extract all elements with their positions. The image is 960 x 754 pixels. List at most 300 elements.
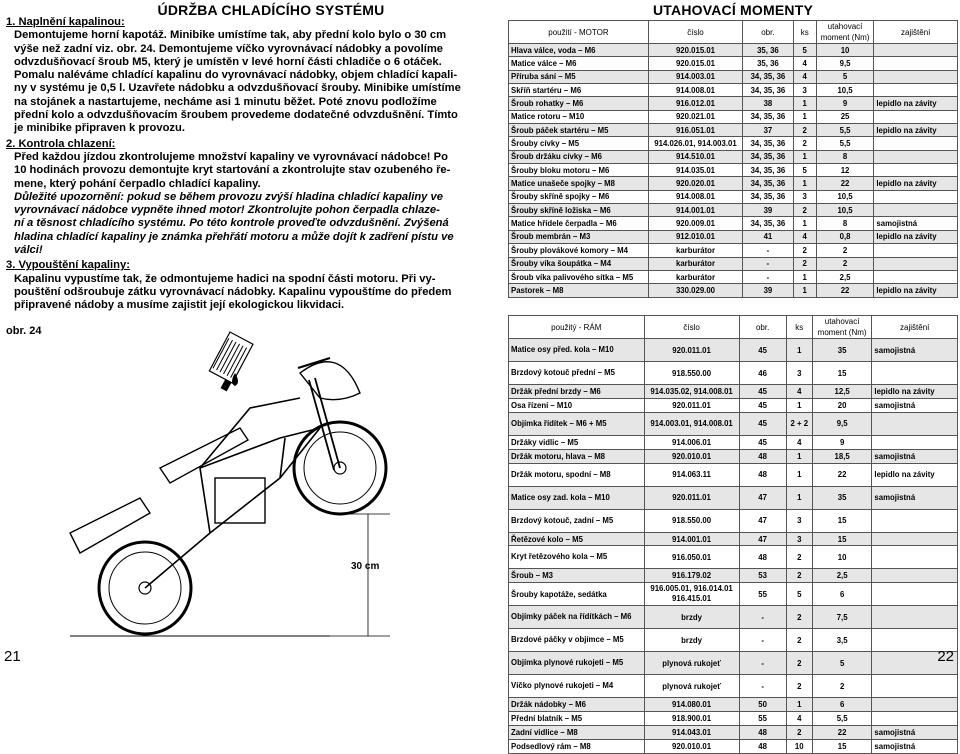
table-cell: - (739, 606, 786, 629)
table-cell: 35 (812, 339, 872, 362)
table-cell: Příruba sání – M5 (509, 70, 649, 83)
table-cell: 914.001.01 (644, 532, 739, 546)
text-line: válci! (14, 244, 43, 257)
table-cell: 914.043.01 (644, 726, 739, 740)
table-cell: Držák motoru, spodní – M8 (509, 463, 645, 486)
table-cell: 48 (739, 726, 786, 740)
table-cell: 920.010.01 (644, 449, 739, 463)
table-cell: 1 (793, 270, 816, 283)
table-cell: 46 (739, 362, 786, 385)
table-cell: Držáky vidlic – M5 (509, 435, 645, 449)
column-header: utahovací moment (Nm) (812, 316, 872, 339)
table-cell: 10,5 (816, 204, 874, 217)
table-cell: 10 (786, 740, 812, 754)
table-row (509, 546, 958, 569)
table-cell: 45 (739, 412, 786, 435)
table-cell: 920.011.01 (644, 486, 739, 509)
table-cell: 1 (786, 398, 812, 412)
table-cell: 6 (812, 583, 872, 606)
table-cell: karburátor (648, 244, 742, 257)
table-cell: 34, 35, 36 (743, 70, 794, 83)
table-cell: 12,5 (812, 385, 872, 399)
table-row (509, 398, 958, 412)
table-row (509, 606, 958, 629)
table-cell: 2 + 2 (786, 412, 812, 435)
column-header: ks (786, 316, 812, 339)
text-line: odvzdušňovací šroub M5, který je umístěn v levé horní části chladiče o 6 otáček. (14, 55, 442, 68)
table-cell: - (739, 629, 786, 652)
table-cell (872, 509, 958, 532)
table-cell: 2 (793, 124, 816, 137)
table-cell: 15 (812, 740, 872, 754)
table-cell: 2 (786, 652, 812, 675)
table-cell: 20 (812, 398, 872, 412)
table-cell: 2 (812, 675, 872, 698)
table-cell: 10,5 (816, 84, 874, 97)
table-cell: 920.020.01 (648, 177, 742, 190)
table-cell (872, 712, 958, 726)
table-row (509, 532, 958, 546)
column-header: použitý - RÁM (509, 316, 645, 339)
table-row (509, 270, 958, 283)
table-cell: 6 (812, 698, 872, 712)
table-row (509, 435, 958, 449)
left-page (6, 2, 476, 313)
table-cell: 1 (786, 698, 812, 712)
frame-torque-table (508, 315, 958, 754)
text-line: hladina chladící kapaliny je známka přehřátí motoru a může dojít k zadření pístu ve (14, 230, 454, 243)
table-cell: Kryt řetězového kola – M5 (509, 546, 645, 569)
table-cell: 45 (739, 435, 786, 449)
text-line: 10 hodinách provozu demontujte kryt startování a zkontrolujte stav ozubeného ře- (14, 164, 451, 177)
table-cell: 5 (812, 652, 872, 675)
table-cell (874, 204, 958, 217)
table-cell: 25 (816, 110, 874, 123)
table-cell: 1 (786, 339, 812, 362)
table-row (509, 726, 958, 740)
table-cell: 914.510.01 (648, 150, 742, 163)
table-cell: 3,5 (812, 629, 872, 652)
table-cell: samojistná (872, 740, 958, 754)
table-cell (872, 698, 958, 712)
table-cell (874, 110, 958, 123)
table-row (509, 412, 958, 435)
table-row (509, 385, 958, 399)
column-header: použití - MOTOR (509, 21, 649, 44)
text-line: Před každou jízdou zkontrolujeme množství kapaliny ve vyrovnávací nádobce! Po (14, 150, 448, 163)
table-row (509, 57, 958, 70)
table-cell: samojistná (872, 398, 958, 412)
table-row (509, 509, 958, 532)
table-cell: 914.035.01 (648, 164, 742, 177)
table-cell: 5 (793, 164, 816, 177)
table-cell: Šroub víka palivového sítka – M5 (509, 270, 649, 283)
table-row (509, 137, 958, 150)
table-cell: lepidlo na závity (874, 230, 958, 243)
table-cell: 914.001.01 (648, 204, 742, 217)
table-cell: 9 (816, 97, 874, 110)
table-cell: samojistná (874, 217, 958, 230)
motor-torque-table (508, 20, 958, 298)
table-cell: plynová rukojeť (644, 652, 739, 675)
table-cell: 5,5 (812, 712, 872, 726)
table-cell: Matice válce – M6 (509, 57, 649, 70)
table-cell: Matice osy před. kola – M10 (509, 339, 645, 362)
table-cell: lepidlo na závity (872, 463, 958, 486)
section-2-heading: 2. Kontrola chlazení: (6, 137, 116, 150)
table-cell: Šrouby skříně spojky – M6 (509, 190, 649, 203)
table-cell: Přední blatník – M5 (509, 712, 645, 726)
table-row (509, 204, 958, 217)
table-cell: 5,5 (816, 137, 874, 150)
table-cell: Držák nádobky – M6 (509, 698, 645, 712)
section-2-warning (6, 191, 476, 257)
table-cell: 15 (812, 362, 872, 385)
table-cell: 10,5 (816, 190, 874, 203)
table-cell: Šroub držáku cívky – M6 (509, 150, 649, 163)
table-cell: 34, 35, 36 (743, 217, 794, 230)
table-cell: 9 (812, 435, 872, 449)
table-cell: brzdy (644, 606, 739, 629)
table-cell: 914.026.01, 914.003.01 (648, 137, 742, 150)
table-cell: 1 (786, 463, 812, 486)
section-1-heading: 1. Naplnění kapalinou: (6, 16, 125, 28)
table-cell: 2 (786, 569, 812, 583)
table-row (509, 583, 958, 606)
table-row (509, 698, 958, 712)
table-cell: 34, 35, 36 (743, 177, 794, 190)
column-header: číslo (644, 316, 739, 339)
text-line: Důležité upozornění: pokud se během provozu zvýší hladina chladící kapaliny ve (14, 190, 443, 203)
table-cell: 48 (739, 546, 786, 569)
table-cell: 914.063.11 (644, 463, 739, 486)
table-cell: 920.015.01 (648, 57, 742, 70)
table-cell: 34, 35, 36 (743, 150, 794, 163)
table-cell: 45 (739, 385, 786, 399)
table-cell: lepidlo na závity (872, 385, 958, 399)
figure-label: obr. 24 (6, 325, 42, 337)
table-cell: 2 (786, 675, 812, 698)
table-cell: Brzdový kotouč, zadní – M5 (509, 509, 645, 532)
table-cell: Šroub – M3 (509, 569, 645, 583)
table-cell: 914.035.02, 914.008.01 (644, 385, 739, 399)
table-cell: samojistná (872, 339, 958, 362)
table-cell: 914.008.01 (648, 190, 742, 203)
table-cell: lepidlo na závity (874, 284, 958, 297)
page-number-left: 21 (4, 648, 21, 665)
table-cell: Matice unašeče spojky – M8 (509, 177, 649, 190)
text-line: Pomalu naléváme chladící kapalinu do vyrovnávací nádobky, objem chladící kapali- (14, 69, 458, 82)
table-row (509, 164, 958, 177)
table-cell: 5 (793, 44, 816, 57)
column-header: číslo (648, 21, 742, 44)
text-line: Kapalinu vypustíme tak, že odmontujeme hadici na spodní části motoru. Při vy- (14, 272, 436, 285)
table-cell: 914.003.01, 914.008.01 (644, 412, 739, 435)
table-cell: 3 (793, 190, 816, 203)
right-title: UTAHOVACÍ MOMENTY (653, 2, 813, 18)
table-cell: 914.008.01 (648, 84, 742, 97)
table-cell: 8 (816, 217, 874, 230)
table-cell: 918.550.00 (644, 362, 739, 385)
table-cell (874, 257, 958, 270)
column-header: zajištění (874, 21, 958, 44)
section-3-heading: 3. Vypouštění kapaliny: (6, 259, 130, 272)
table-cell: 7,5 (812, 606, 872, 629)
table-cell: Šroub páček startéru – M5 (509, 124, 649, 137)
table-cell: Víčko plynové rukojeti – M4 (509, 675, 645, 698)
table-cell: Matice osy zad. kola – M10 (509, 486, 645, 509)
table-cell: samojistná (872, 486, 958, 509)
table-cell: 47 (739, 509, 786, 532)
table-cell: 2 (793, 137, 816, 150)
table-cell (874, 137, 958, 150)
table-cell: Šrouby víka šoupátka – M4 (509, 257, 649, 270)
table-cell: Držák motoru, hlava – M8 (509, 449, 645, 463)
table-cell: karburátor (648, 270, 742, 283)
table-cell: 53 (739, 569, 786, 583)
table-cell: Matice rotoru – M10 (509, 110, 649, 123)
table-cell: 920.009.01 (648, 217, 742, 230)
column-header: utahovací moment (Nm) (816, 21, 874, 44)
table-cell: 3 (786, 532, 812, 546)
table-cell: Hlava válce, voda – M6 (509, 44, 649, 57)
table-cell: Skříň startéru – M6 (509, 84, 649, 97)
table-cell: 916.005.01, 916.014.01 916.415.01 (644, 583, 739, 606)
table-row (509, 463, 958, 486)
left-title: ÚDRŽBA CHLADÍCÍHO SYSTÉMU (157, 2, 385, 18)
table-cell: 4 (786, 435, 812, 449)
column-header: zajištění (872, 316, 958, 339)
table-cell (874, 270, 958, 283)
table-cell: 45 (739, 339, 786, 362)
table-row (509, 124, 958, 137)
table-row (509, 110, 958, 123)
section-2-text (6, 151, 476, 191)
table-cell: Pastorek – M8 (509, 284, 649, 297)
table-cell: 912.010.01 (648, 230, 742, 243)
text-line: na stojánek a nastartujeme, necháme asi 1 minutu běžet. Poté znovu podložíme (14, 95, 437, 108)
table-cell: Držák přední brzdy – M6 (509, 385, 645, 399)
table-cell (872, 675, 958, 698)
table-cell: 35, 36 (743, 57, 794, 70)
table-cell: 0,8 (816, 230, 874, 243)
table-row (509, 339, 958, 362)
table-cell: 48 (739, 449, 786, 463)
table-cell: Šrouby plovákové komory – M4 (509, 244, 649, 257)
table-cell: 2 (816, 244, 874, 257)
table-cell: - (739, 675, 786, 698)
table-cell: 4 (786, 385, 812, 399)
column-header: obr. (743, 21, 794, 44)
table-cell: Šroub membrán – M3 (509, 230, 649, 243)
table-cell (872, 569, 958, 583)
table-cell: 22 (816, 284, 874, 297)
table-row (509, 652, 958, 675)
table-cell: 920.011.01 (644, 339, 739, 362)
table-cell: 2,5 (812, 569, 872, 583)
table-cell: 914.080.01 (644, 698, 739, 712)
table-cell: 41 (743, 230, 794, 243)
table-cell: Zadní vidlice – M8 (509, 726, 645, 740)
table-cell (872, 546, 958, 569)
table-cell: 330.029.00 (648, 284, 742, 297)
table-cell: 916.051.01 (648, 124, 742, 137)
table-row (509, 257, 958, 270)
table-cell: 22 (816, 177, 874, 190)
table-cell: 2 (786, 546, 812, 569)
table-cell: Objímky páček na řídítkách – M6 (509, 606, 645, 629)
table-cell: Objímka řídítek – M6 + M5 (509, 412, 645, 435)
table-cell: 48 (739, 463, 786, 486)
section-1-text (6, 29, 476, 135)
text-line: Demontujeme horní kapotáž. Minibike umístíme tak, aby přední kolo bylo o 30 cm (14, 29, 447, 42)
table-cell: Matice hřídele čerpadla – M6 (509, 217, 649, 230)
table-row (509, 449, 958, 463)
table-cell: 1 (793, 97, 816, 110)
table-cell: 22 (812, 463, 872, 486)
section-3-text (6, 273, 476, 313)
table-cell: 15 (812, 532, 872, 546)
table-cell: - (739, 652, 786, 675)
table-cell: 1 (793, 110, 816, 123)
table-cell: brzdy (644, 629, 739, 652)
table-cell: 2 (793, 204, 816, 217)
left-body (6, 16, 476, 313)
table-cell (872, 435, 958, 449)
table-cell: 4 (793, 57, 816, 70)
table-cell: 34, 35, 36 (743, 137, 794, 150)
table-cell: 920.010.01 (644, 740, 739, 754)
table-cell (874, 150, 958, 163)
table-cell: 10 (812, 546, 872, 569)
table-row (509, 629, 958, 652)
coolant-bottle-icon (205, 332, 253, 392)
table-cell: 35, 36 (743, 44, 794, 57)
table-cell: 3 (793, 84, 816, 97)
table-cell: - (743, 257, 794, 270)
table-row (509, 70, 958, 83)
table-cell: Brzdový kotouč přední – M5 (509, 362, 645, 385)
table-cell: lepidlo na závity (874, 97, 958, 110)
table-cell: Šrouby kapotáže, sedátka (509, 583, 645, 606)
table-cell: 2 (816, 257, 874, 270)
table-cell: 2,5 (816, 270, 874, 283)
column-header: ks (793, 21, 816, 44)
table-cell: 18,5 (812, 449, 872, 463)
text-line: ny v systému je 0,5 l. Uzavřete nádobku a odvzdušňovací šrouby. Minibike umístíme (14, 82, 461, 95)
table-cell: 920.011.01 (644, 398, 739, 412)
table-cell: 34, 35, 36 (743, 190, 794, 203)
table-row (509, 230, 958, 243)
table-cell: 9,5 (816, 57, 874, 70)
table-cell: 45 (739, 398, 786, 412)
table-cell: 920.015.01 (648, 44, 742, 57)
table-cell: 38 (743, 97, 794, 110)
table-cell: 37 (743, 124, 794, 137)
table-cell: 55 (739, 583, 786, 606)
table-cell: 39 (743, 204, 794, 217)
table-cell: Šroub rohatky – M6 (509, 97, 649, 110)
text-line: je minibike připraven k provozu. (14, 122, 185, 135)
dimension-label: 30 cm (351, 561, 380, 572)
table-row (509, 740, 958, 754)
table-cell: 914.003.01 (648, 70, 742, 83)
table-cell: - (743, 270, 794, 283)
table-cell: Šrouby cívky – M5 (509, 137, 649, 150)
table-cell: 34, 35, 36 (743, 164, 794, 177)
table-row (509, 675, 958, 698)
table-cell: 55 (739, 712, 786, 726)
table-cell: 34, 35, 36 (743, 110, 794, 123)
table-cell: 9,5 (812, 412, 872, 435)
table-cell: 1 (793, 177, 816, 190)
minibike-figure (30, 318, 470, 638)
table-cell: 34, 35, 36 (743, 84, 794, 97)
table-cell: lepidlo na závity (874, 124, 958, 137)
table-row (509, 569, 958, 583)
table-cell: 4 (786, 712, 812, 726)
table-row (509, 244, 958, 257)
text-line: přední kolo a odvzdušňovacím šroubem provedeme dodatečné odvzdušnění. Tímto (14, 109, 458, 122)
text-line: výše než zadní viz. obr. 24. Demontujeme víčko vyrovnávací nádobky a povolíme (14, 42, 444, 55)
table-cell (874, 190, 958, 203)
table-cell: 12 (816, 164, 874, 177)
text-line: ní a těsnost chladícího systému. Po této kontrole proveďte odvzdušnění. Zvýšená (14, 217, 449, 230)
table-cell: Brzdové páčky v objímce – M5 (509, 629, 645, 652)
page-number-right: 22 (937, 648, 954, 665)
table-cell (872, 412, 958, 435)
table-cell: Šrouby bloku motoru – M6 (509, 164, 649, 177)
table-cell: 918.900.01 (644, 712, 739, 726)
table-cell: samojistná (872, 726, 958, 740)
table-row (509, 150, 958, 163)
table-row (509, 284, 958, 297)
table-cell: 914.006.01 (644, 435, 739, 449)
table-cell: 8 (816, 150, 874, 163)
text-line: vyrovnávací nádobce vypněte ihned motor! Zkontrolujte pohon čerpadla chlaze- (14, 204, 440, 217)
table-row (509, 97, 958, 110)
table-cell: 3 (786, 362, 812, 385)
table-cell: 920.021.01 (648, 110, 742, 123)
table-cell: 50 (739, 698, 786, 712)
table-cell: 47 (739, 532, 786, 546)
table-cell: 5 (816, 70, 874, 83)
table-cell: 916.012.01 (648, 97, 742, 110)
table-row (509, 712, 958, 726)
table-cell: Objímka plynové rukojeti – M5 (509, 652, 645, 675)
table-cell: 1 (786, 449, 812, 463)
table-cell (874, 84, 958, 97)
table-cell (874, 44, 958, 57)
text-line: pouštění odšroubuje zátku vyrovnávací nádobky. Kapalinu vypouštíme do předem (14, 285, 452, 298)
table-cell: 39 (743, 284, 794, 297)
column-header: obr. (739, 316, 786, 339)
table-cell: Osa řízení – M10 (509, 398, 645, 412)
table-cell: 5 (786, 583, 812, 606)
table-cell: 22 (812, 726, 872, 740)
table-cell: 916.179.02 (644, 569, 739, 583)
table-row (509, 190, 958, 203)
table-row (509, 84, 958, 97)
text-line: mene, který pohání čerpadlo chladící kapaliny. (14, 177, 261, 190)
table-cell: 4 (793, 70, 816, 83)
table-cell: lepidlo na závity (874, 177, 958, 190)
table-cell: 3 (786, 509, 812, 532)
table-cell: 1 (793, 150, 816, 163)
table-cell: 2 (786, 606, 812, 629)
table-cell: - (743, 244, 794, 257)
table-cell: Šrouby skříně ložiska – M6 (509, 204, 649, 217)
